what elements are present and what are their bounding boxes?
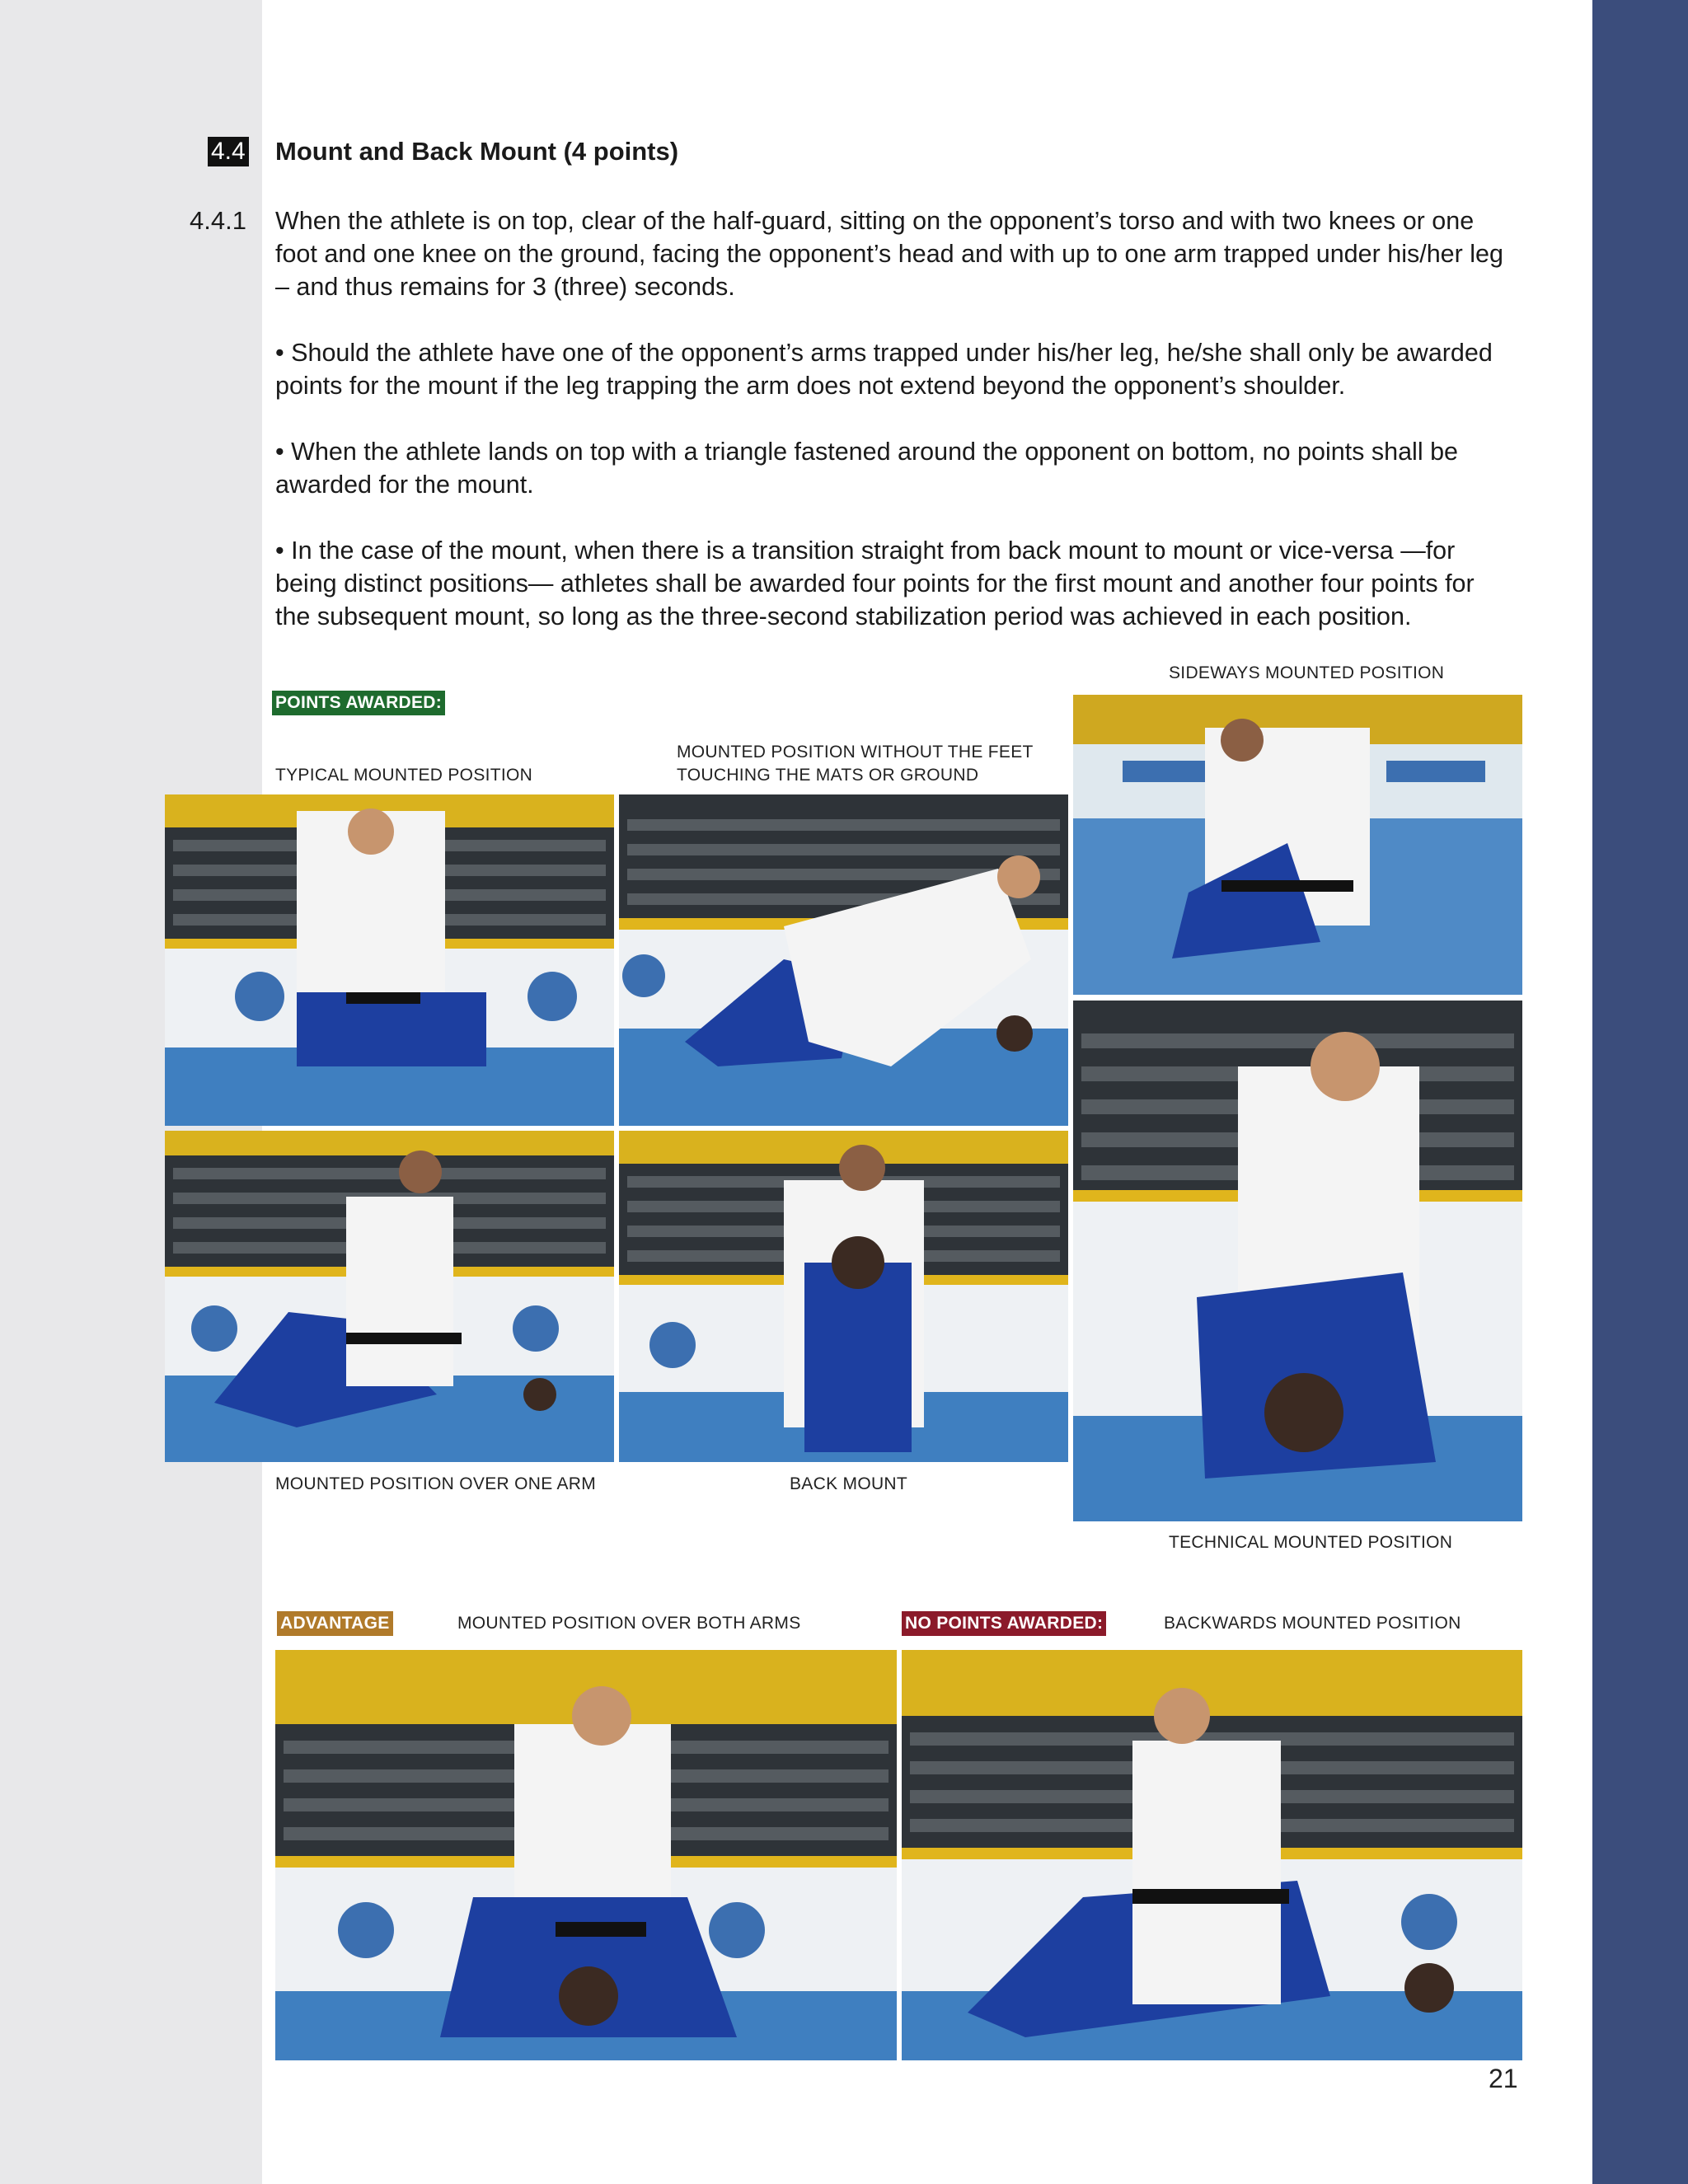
- page-side-bar: [1592, 0, 1688, 2184]
- caption-back-mount: BACK MOUNT: [790, 1474, 908, 1493]
- caption-sideways: SIDEWAYS MOUNTED POSITION: [1169, 663, 1445, 682]
- caption-backwards: BACKWARDS MOUNTED POSITION: [1164, 1614, 1461, 1633]
- photo-back-mount: [619, 1131, 1068, 1462]
- photo-mounted-over-one-arm: [165, 1131, 614, 1462]
- caption-technical: TECHNICAL MOUNTED POSITION: [1169, 1533, 1453, 1552]
- caption-one-arm: MOUNTED POSITION OVER ONE ARM: [275, 1474, 597, 1493]
- photo-backwards-mounted: [902, 1650, 1522, 2060]
- bullet-triangle: • When the athlete lands on top with a triangle fastened around the opponent on bottom, no points shall be awarded for the mount.: [275, 438, 1459, 499]
- photo-mounted-without-feet: [619, 794, 1068, 1126]
- paragraph-number: 4.4.1: [190, 206, 246, 235]
- photo-typical-mounted: [165, 794, 614, 1126]
- caption-without-feet-line1: MOUNTED POSITION WITHOUT THE FEET: [677, 743, 1034, 762]
- photo-sideways-mounted: [1073, 695, 1522, 995]
- caption-typical: TYPICAL MOUNTED POSITION: [275, 766, 533, 785]
- caption-without-feet-line2: TOUCHING THE MATS OR GROUND: [677, 766, 979, 785]
- section-title: Mount and Back Mount (4 points): [275, 137, 679, 166]
- photo-technical-mounted: [1073, 1001, 1522, 1521]
- advantage-badge: ADVANTAGE: [277, 1611, 393, 1636]
- bullet-arm-trapped: • Should the athlete have one of the opponent’s arms trapped under his/her leg, he/she shall only be awarded points for the mount if the leg trapping the arm does not extend beyond the opponent’s shoulder.: [275, 339, 1493, 400]
- caption-both-arms: MOUNTED POSITION OVER BOTH ARMS: [457, 1614, 801, 1633]
- photo-mounted-over-both-arms: [275, 1650, 897, 2060]
- no-points-badge: NO POINTS AWARDED:: [902, 1611, 1106, 1636]
- page-number: 21: [1489, 2064, 1518, 2093]
- bullet-transition: • In the case of the mount, when there is a transition straight from back mount to mount or vice-versa —for being distinct positions— athletes shall be awarded four points for the first mount and another four points for the subsequent mount, so long as the three-second stabilization period was achieved in each position.: [275, 537, 1475, 630]
- section-number: 4.4: [208, 137, 249, 166]
- points-awarded-badge: POINTS AWARDED:: [272, 691, 445, 715]
- paragraph-text: When the athlete is on top, clear of the half-guard, sitting on the opponent’s torso and with two knees or one foot and one knee on the ground, facing the opponent’s head and with up to one arm trapped under his/her leg – and thus remains for 3 (three) seconds.: [275, 207, 1503, 301]
